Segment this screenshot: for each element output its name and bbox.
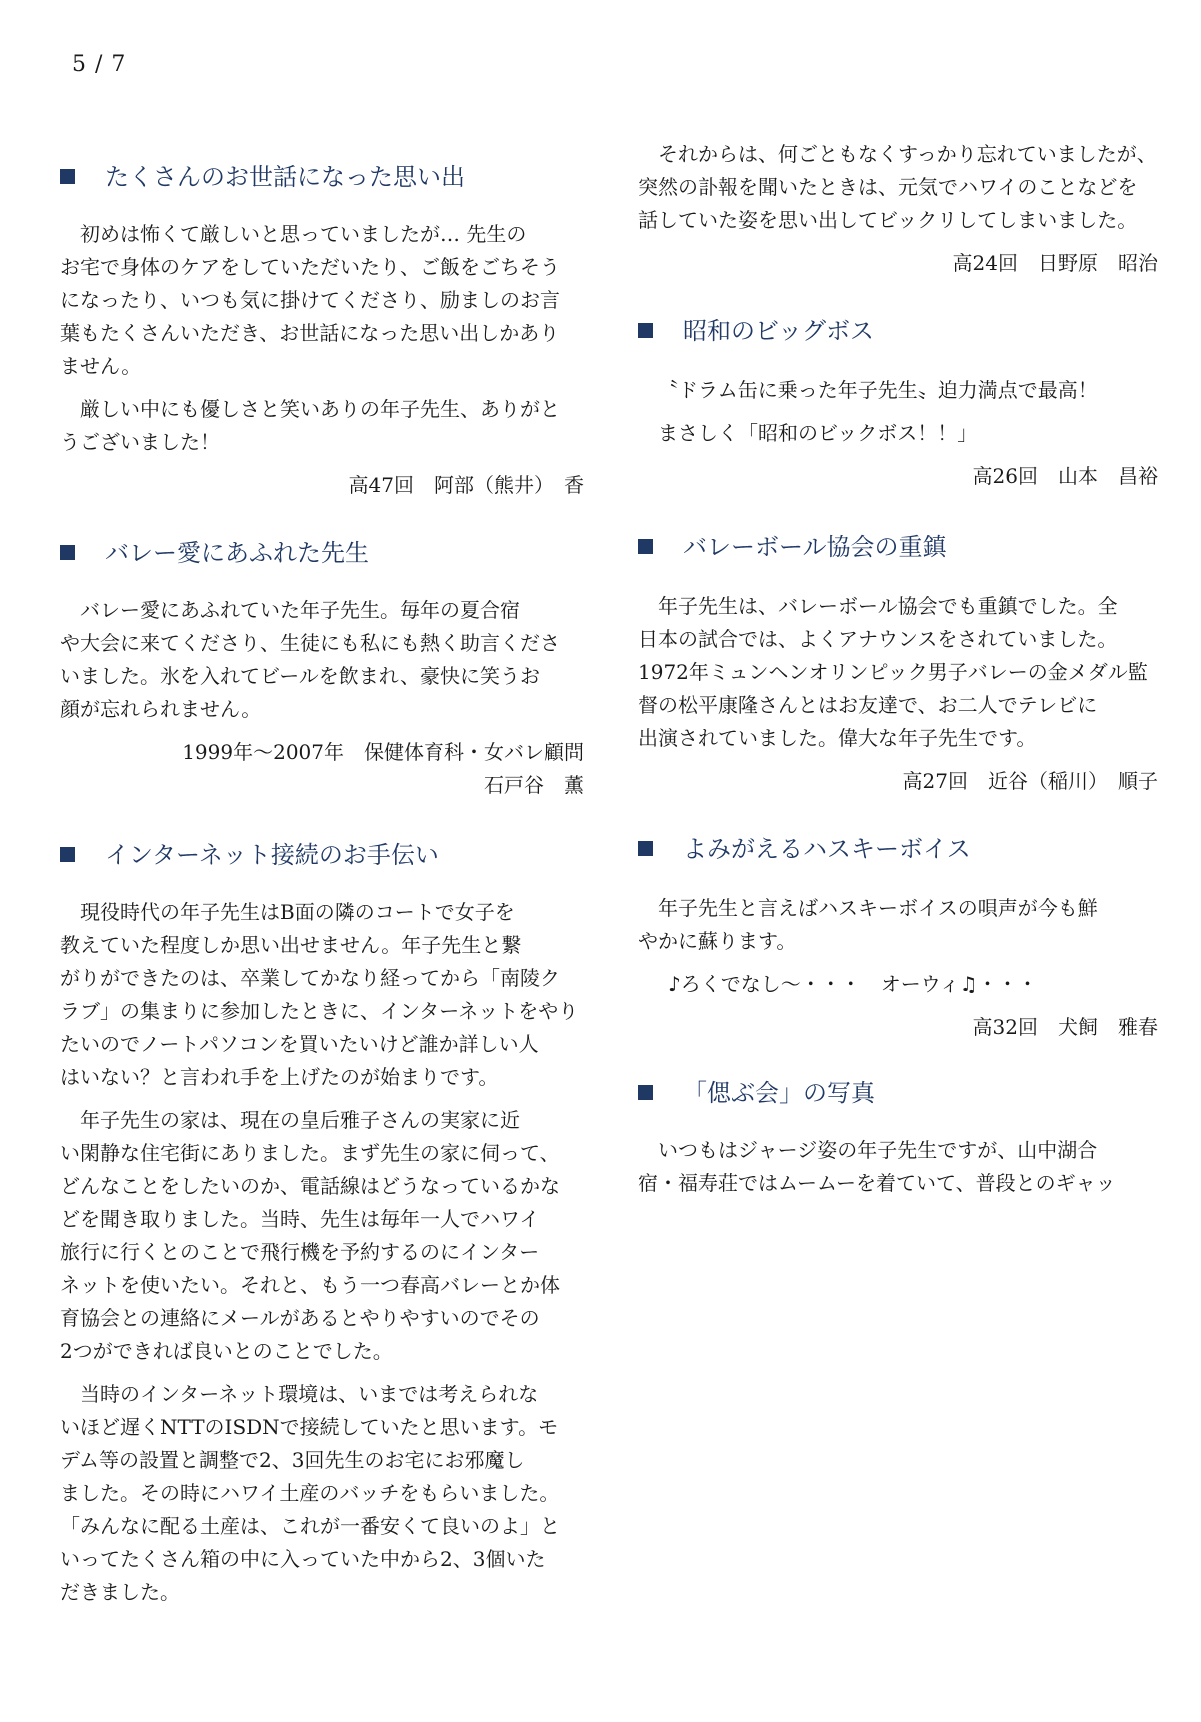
heading-text: バレーボール協会の重鎮 — [683, 533, 947, 561]
section-heading-showa-big-boss — [638, 314, 1158, 348]
section-heading-volleyball-love — [60, 536, 590, 570]
signature: 高47回 阿部（熊井） 香 — [348, 473, 584, 497]
section-body-showa-big-boss — [638, 374, 1158, 493]
heading-text: よみがえるハスキーボイス — [683, 835, 971, 863]
heading-text: 昭和のビッグボス — [683, 317, 875, 345]
section-body-memorial-photo — [638, 1134, 1158, 1210]
section-body-husky-voice — [638, 892, 1158, 1044]
square-bullet-icon — [638, 841, 653, 856]
section-heading-volleyball-association — [638, 530, 1158, 564]
paragraph: 現役時代の年子先生はB面の隣のコートで女子を 教えていた程度しか思い出せません。年子先生と繋 がりができたのは、卒業してかなり経ってから「南陵ク ラブ」の集まりに参加したときに、インターネットをやり たいのでノートパソコンを買いたいけど誰か詳しい人 はいない？と言われ手を上げたのが始まりです。 — [60, 900, 579, 1089]
paragraph: 当時のインターネット環境は、いまでは考えられな いほど遅くNTTのISDNで接続していたと思います。モ デム等の設置と調整で2、3回先生のお宅にお邪魔し ました。その時にハワイ土産のバッチをもらいました。 「みんなに配る土産は、これが一番安くて良いのよ」と いってたくさん箱の中に入っていた中から2、3個いた だきました。 — [60, 1382, 560, 1604]
square-bullet-icon — [60, 169, 75, 184]
section-body-volleyball-association — [638, 590, 1158, 798]
signature: 高32回 犬飼 雅春 — [972, 1015, 1158, 1039]
section-heading-memories — [60, 160, 590, 194]
page-number: 5 / 7 — [72, 52, 127, 77]
section-body-memories — [60, 218, 590, 502]
signature: 1999年～2007年 保健体育科・女バレ顧問 石戸谷 薫 — [182, 740, 584, 797]
section-heading-memorial-photo — [638, 1076, 1158, 1110]
square-bullet-icon — [60, 545, 75, 560]
signature: 高27回 近谷（稲川） 順子 — [902, 769, 1158, 793]
square-bullet-icon — [638, 323, 653, 338]
section-body-continued — [638, 138, 1158, 280]
paragraph: それからは、何ごともなくすっかり忘れていましたが、 突然の訃報を聞いたときは、元気でハワイのことなどを 話していた姿を思い出してビックリしてしまいました。 — [638, 142, 1157, 232]
text-line: ♪ろくでなし～・・・ オーウィ♫・・・ — [668, 972, 1038, 996]
paragraph: バレー愛にあふれていた年子先生。毎年の夏合宿 や大会に来てくださり、生徒にも私にも熱く助言くださ いました。氷を入れてビールを飲まれ、豪快に笑うお 顔が忘れられません。 — [60, 598, 560, 721]
text-line: まさしく「昭和のビックボス！！」 — [658, 421, 978, 445]
section-body-internet — [60, 896, 590, 1619]
paragraph: 年子先生の家は、現在の皇后雅子さんの実家に近 い閑静な住宅街にありました。まず先生の家に伺って、 どんなことをしたいのか、電話線はどうなっているかな どを聞き取りました。当時、先生は毎年一人でハワイ 旅行に行くとのことで飛行機を予約するのにインター ネットを使いたい。それと、もう一つ春高バレーとか体 育協会との連絡にメールがあるとやりやすいのでその 2つができれば良いとのことでした。 — [60, 1108, 560, 1363]
section-heading-husky-voice — [638, 832, 1158, 866]
heading-text: 「偲ぶ会」の写真 — [683, 1079, 875, 1107]
heading-text: インターネット接続のお手伝い — [105, 841, 439, 869]
square-bullet-icon — [638, 1085, 653, 1100]
paragraph: 厳しい中にも優しさと笑いありの年子先生、ありがと うございました！ — [60, 397, 560, 454]
square-bullet-icon — [60, 847, 75, 862]
paragraph: いつもはジャージ姿の年子先生ですが、山中湖合 宿・福寿荘ではムームーを着ていて、普段とのギャッ — [638, 1138, 1116, 1195]
section-heading-internet — [60, 838, 590, 872]
signature: 高26回 山本 昌裕 — [972, 464, 1158, 488]
heading-text: バレー愛にあふれた先生 — [105, 539, 369, 567]
heading-text: たくさんのお世話になった思い出 — [105, 163, 465, 191]
paragraph: 初めは怖くて厳しいと思っていましたが… 先生の お宅で身体のケアをしていただいたり、ご飯をごちそう になったり、いつも気に掛けてくださり、励ましのお言 葉もたくさんいただき、お世話になった思い出しかあり ません。 — [60, 222, 560, 378]
paragraph: 年子先生と言えばハスキーボイスの唄声が今も鮮 やかに蘇ります。 — [638, 896, 1098, 953]
section-body-volleyball-love — [60, 594, 590, 802]
square-bullet-icon — [638, 539, 653, 554]
paragraph: 年子先生は、バレーボール協会でも重鎮でした。全 日本の試合では、よくアナウンスをされていました。 1972年ミュンヘンオリンピック男子バレーの金メダル監 督の松平康隆さんとはお友達で、お二人でテレビに 出演されていました。偉大な年子先生です。 — [638, 594, 1148, 750]
text-line: 〝ドラム缶に乗った年子先生〟迫力満点で最高！ — [658, 378, 1098, 402]
signature: 高24回 日野原 昭治 — [952, 251, 1158, 275]
